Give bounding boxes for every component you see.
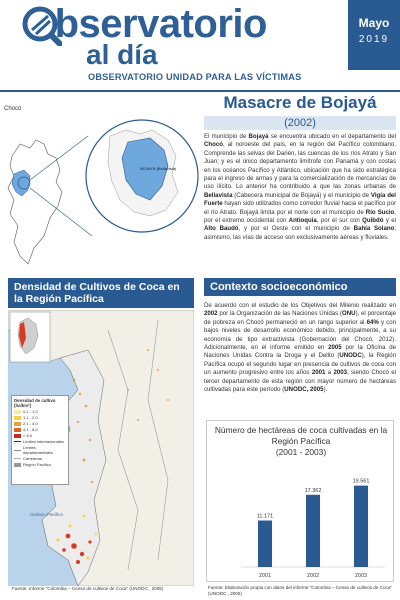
legend-item: 0,1 - 1,0 [14, 409, 66, 414]
logo-tagline: OBSERVATORIO UNIDAD PARA LAS VÍCTIMAS [88, 72, 302, 82]
chart-plot [207, 459, 395, 581]
legend-item: > 8,0 [14, 433, 66, 438]
legend-item: Límites departamentales [14, 445, 66, 455]
map-label-choco: Chocó [4, 106, 22, 112]
ocean-label: Océano Pacífico [30, 512, 64, 517]
chart-bar [306, 495, 320, 567]
article-title: Masacre de Bojayá [223, 93, 377, 112]
legend-item: Carreteras [14, 456, 66, 461]
article-year: (2002) [204, 116, 396, 130]
chart-bar [258, 521, 272, 567]
chart-data-label: 19.561 [352, 478, 370, 485]
header [0, 0, 400, 92]
legend-item: Región Pacífico [14, 462, 66, 467]
header-divider [0, 90, 400, 92]
legend-title: Densidad de cultivo (ha/km²) [14, 398, 56, 408]
section-title-coca-density: Densidad de Cultivos de Coca en la Región Pacífica [8, 278, 194, 308]
article-body: El municipio de Bojayá se encuentra ubicado en el departamento del Chocó, al noroeste del país, en la región del Pacífico colombiano. Comprende las selvas del Darién, las cuencas de los ríos Atrato y San Juan; y es el único departamento limítrofe con Panamá y con costas en los océanos Pacífico y Atlántico, ubicación que ha sido estratégica para el ingreso de armas y para la comercialización de mercancías de uso ilícito. Lo anterior ha contribuido a que las zonas urbanas de Bellavista (Cabecera municipal de Bojayá) y el municipio de Vigía del Fuerte hayan sido utilizados como corredor fluvial hacia el pacífico por el río Atrato. Bojayá limita por el norte con el municipio de Río Sucio, por el extremo occidental con Antioquia, por el sur con Quibdó y el Alto Baudó, y por el Oeste con el municipio de Bahía Solano; asimismo, las vías de acceso son exclusivamente aéreas y fluviales. [204, 133, 397, 241]
chart-data-label: 11.171 [256, 513, 274, 520]
map-legend [11, 395, 69, 485]
date-year: 2019 [358, 34, 390, 45]
map-label-bojaya: BOJAYÁ (Bellavista) [140, 166, 177, 171]
section-title-socioeconomic: Contexto socioeconómico [204, 278, 396, 296]
logo-subtitle: al día [86, 39, 158, 70]
choco-location-map [0, 96, 200, 271]
chart-title: Número de hectáreas de coca cultivadas en la Región Pacífica (2001 - 2003) [214, 425, 388, 457]
date-badge [348, 0, 400, 70]
map-source: Fuente: Informe "Colombia – Censo de cultivos de Coca" (UNODC , 2005) [12, 586, 164, 591]
logo-title: bservatorio [54, 2, 267, 46]
chart-bar [354, 486, 368, 567]
chart-tick-label: 2002 [306, 573, 320, 579]
coca-chart [206, 420, 394, 582]
chart-tick-label: 2001 [258, 573, 272, 579]
legend-item: 2,1 - 4,0 [14, 421, 66, 426]
legend-item: 1,1 - 2,0 [14, 415, 66, 420]
legend-item: Límites internacionales [14, 439, 66, 444]
socioeconomic-body: De acuerdo con el estudio de los Objetivos del Milenio realizado en 2002 por la Organización de las Naciones Unidas (ONU), el porcentaje de pobreza en Chocó permaneció en un rango superior al 64% y con bajos niveles de desarrollo económico debido, principalmente, a su economía de tipo extractivista (Gobernación del Chocó, 2012). Adicionalmente, en el informe emitido en 2005 por la Oficina de Naciones Unidas Contra la Droga y el Delito (UNODC), la Región Pacífica ocupó el segundo lugar en presencia de cultivos de coca con un aumento progresivo entre los años 2001 a 2003, siendo Chocó el tercer departamento de esta región con mayor número de hectáreas cultivadas para este período (UNODC, 2005). [204, 302, 397, 394]
coca-density-map [8, 310, 194, 586]
chart-source: Fuente: Elaboración propia con datos del informe "Colombia – Censo de cultivos de Coca" (UNODC , 2005) [208, 585, 393, 596]
chart-data-label: 17.362 [304, 487, 322, 494]
legend-item: 4,1 - 8,0 [14, 427, 66, 432]
date-month: Mayo [358, 16, 390, 30]
chart-tick-label: 2003 [354, 573, 368, 579]
